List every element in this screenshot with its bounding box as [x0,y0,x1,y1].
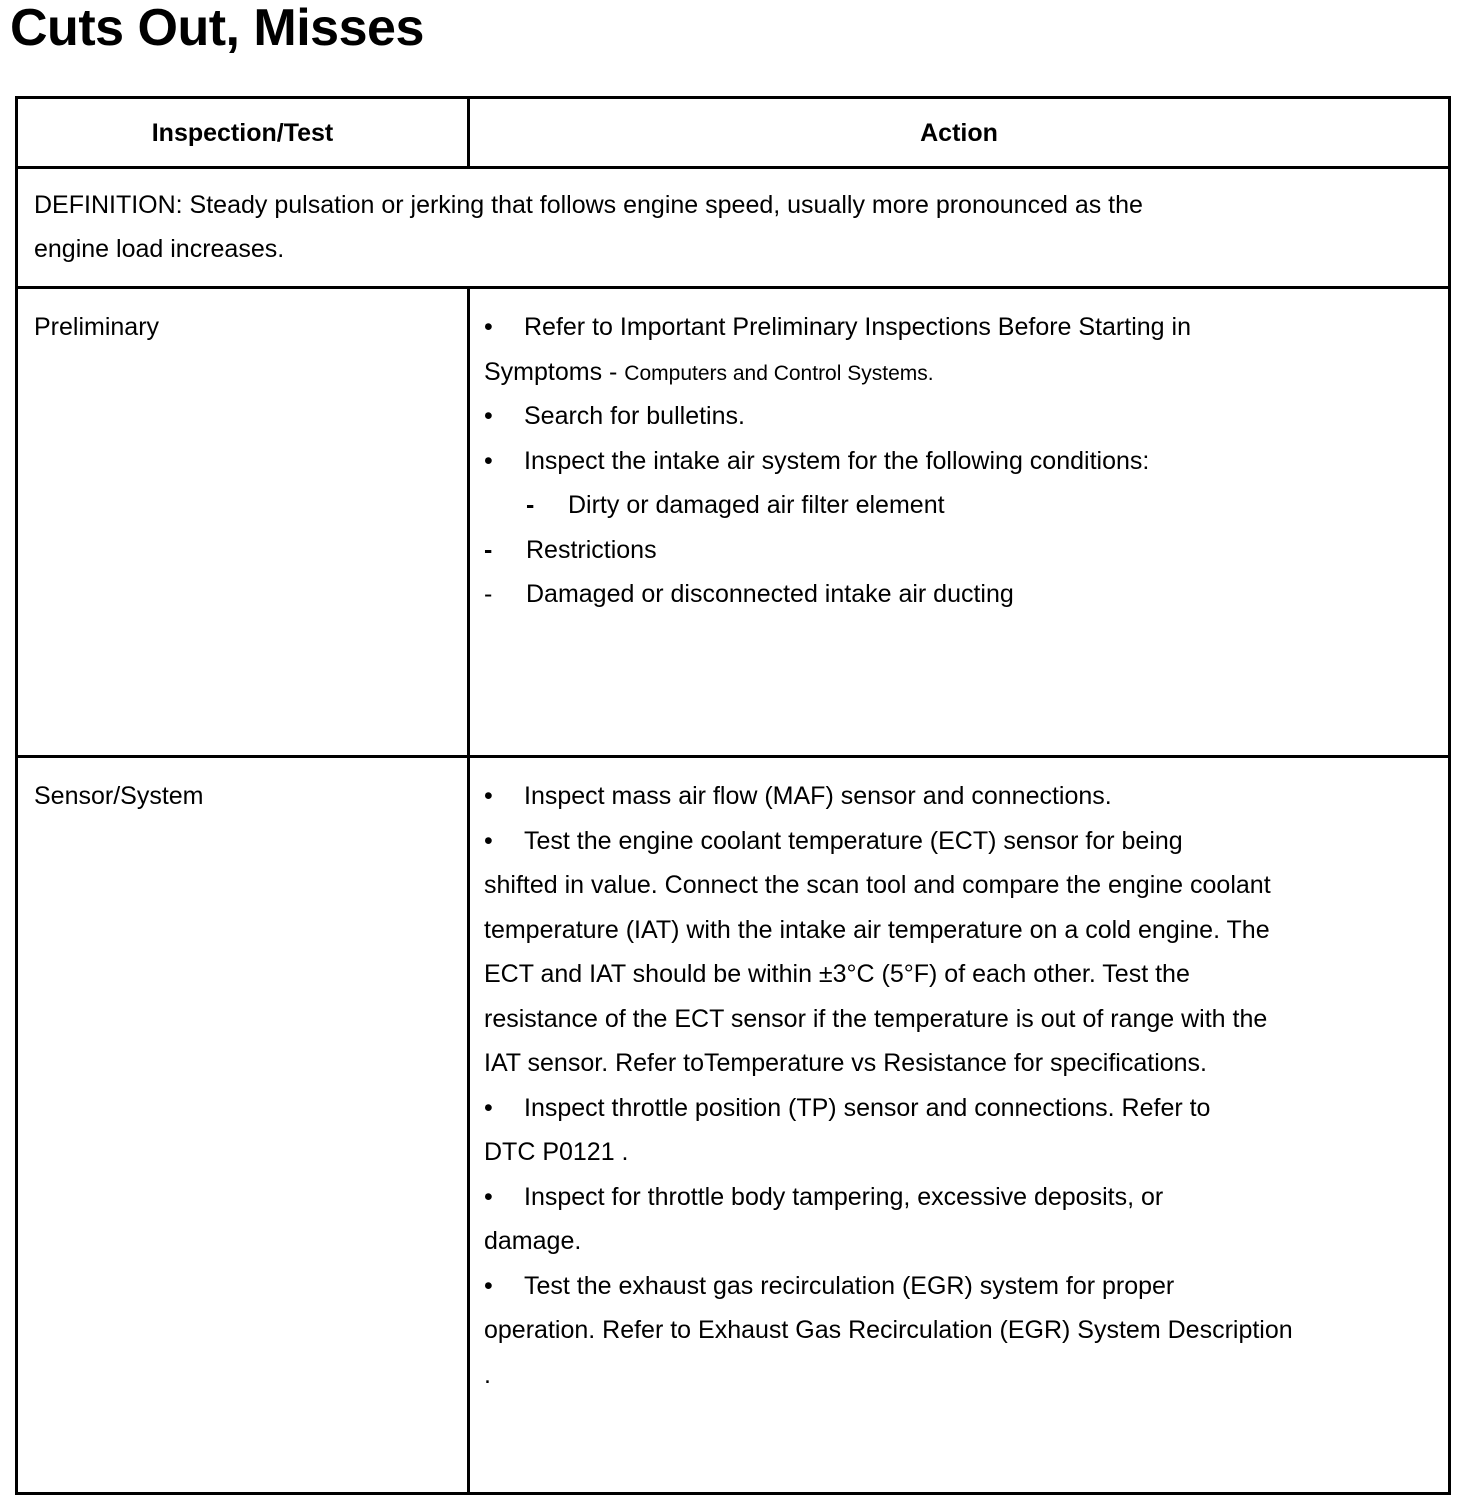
column-header-action: Action [920,119,998,147]
bullet-glyph: • [484,446,493,475]
list-item-continuation: operation. Refer to Exhaust Gas Recirculation (EGR) System Description [484,1316,1293,1344]
list-item: • Test the exhaust gas recirculation (EGR) system for proper [484,1264,1424,1309]
dash-glyph: - [484,580,493,608]
column-header-inspection: Inspection/Test [151,119,334,147]
list-item-continuation: IAT sensor. Refer toTemperature vs Resistance for specifications. [484,1049,1207,1077]
bullet-glyph: • [484,313,493,341]
list-item-continuation: shifted in value. Connect the scan tool and compare the engine coolant [484,871,1271,899]
list-item-continuation: damage. [484,1227,582,1255]
list-item-continuation: ECT and IAT should be within ±3°C (5°F) of each other. Test the [484,960,1190,988]
diagnostic-table [15,96,1451,1495]
list-item: • Search for bulletins. [484,394,1424,439]
sub-list-item: - Dirty or damaged air filter element [484,483,1424,528]
definition-line: DEFINITION: Steady pulsation or jerking that follows engine speed, usually more pronounced as the [34,191,1143,219]
bullet-glyph: • [484,1271,493,1300]
list-item: • Inspect the intake air system for the following conditions: [484,439,1424,484]
list-item: • Inspect for throttle body tampering, excessive deposits, or [484,1175,1424,1220]
bullet-glyph: • [484,402,493,430]
list-item: • Test the engine coolant temperature (ECT) sensor for being [484,819,1424,864]
page-title: Cuts Out, Misses [10,0,424,57]
row-label-sensor-system: Sensor/System [34,782,204,810]
list-item-continuation: temperature (IAT) with the intake air temperature on a cold engine. The [484,915,1270,944]
preliminary-actions [484,305,1424,617]
bullet-glyph: • [484,1182,493,1211]
sub-list-item: - Damaged or disconnected intake air ducting [484,572,1424,617]
sub-list-item: - Restrictions [484,528,1424,573]
row-label-preliminary: Preliminary [34,313,160,341]
list-item-continuation: DTC P0121 . [484,1138,629,1166]
list-item: • Inspect mass air flow (MAF) sensor and connections. [484,774,1424,819]
list-item-continuation: . [484,1360,491,1389]
sensor-system-actions [484,774,1424,1397]
definition-line: engine load increases. [34,235,285,263]
body-column-divider [467,287,470,1495]
bullet-glyph: • [484,1093,493,1122]
bullet-glyph: • [484,826,493,855]
list-item-continuation: resistance of the ECT sensor if the temperature is out of range with the [484,1004,1268,1033]
definition-text [34,183,1334,271]
definition-bottom-rule [18,286,1448,289]
dash-glyph: - [484,535,493,564]
list-item-continuation: Symptoms - Computers and Control Systems. [484,357,934,386]
list-item: • Inspect throttle position (TP) sensor and connections. Refer to [484,1086,1424,1131]
dash-glyph: - [526,491,535,519]
preliminary-bottom-rule [18,755,1448,758]
bullet-glyph: • [484,782,493,810]
list-item: • Refer to Important Preliminary Inspections Before Starting in [484,305,1424,350]
